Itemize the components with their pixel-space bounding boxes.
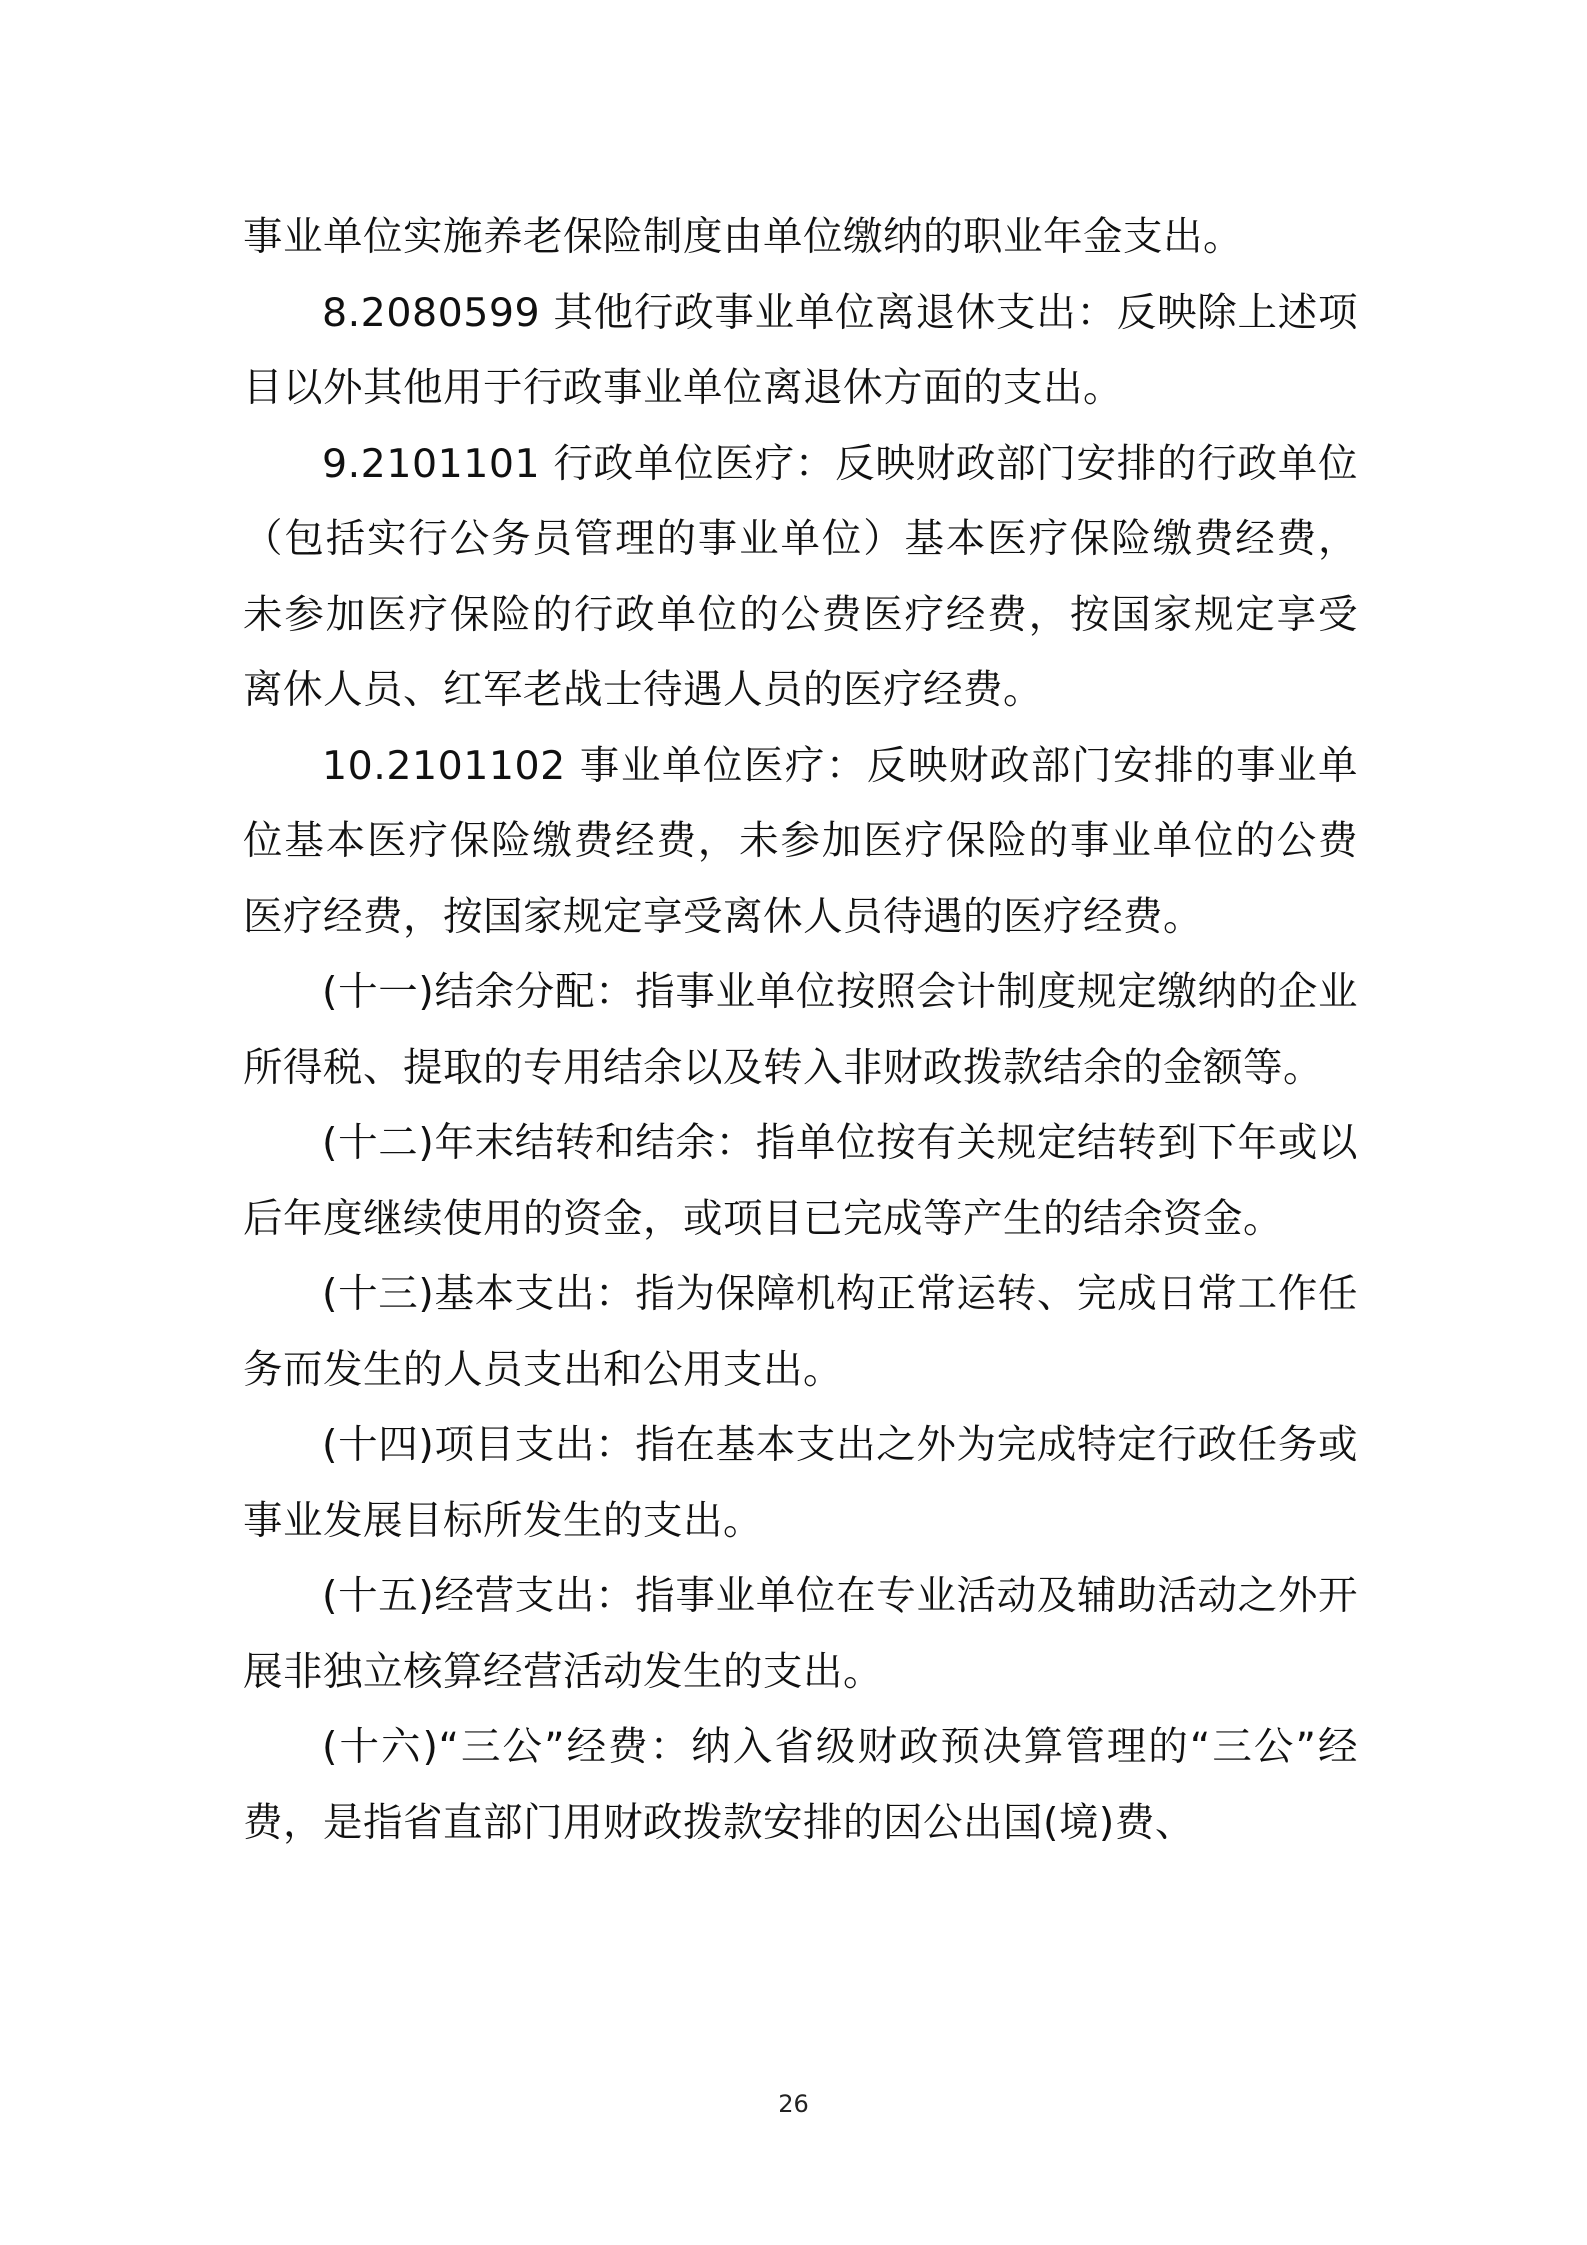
paragraph-section-13: (十三)基本支出：指为保障机构正常运转、完成日常工作任务而发生的人员支出和公用支出。 [243,1271,1358,1393]
paragraph-item-8: 8.2080599 其他行政事业单位离退休支出：反映除上述项目以外其他用于行政事业单位离退休方面的支出。 [243,289,1358,411]
paragraph-section-14: (十四)项目支出：指在基本支出之外为完成特定行政任务或事业发展目标所发生的支出。 [243,1422,1358,1544]
paragraph-section-11: (十一)结余分配：指事业单位按照会计制度规定缴纳的企业所得税、提取的专用结余以及转入非财政拨款结余的金额等。 [243,969,1358,1091]
paragraph-item-10: 10.2101102 事业单位医疗：反映财政部门安排的事业单位基本医疗保险缴费经费，未参加医疗保险的事业单位的公费医疗经费，按国家规定享受离休人员待遇的医疗经费。 [243,742,1358,940]
paragraph-section-16: (十六)“三公”经费：纳入省级财政预决算管理的“三公”经费，是指省直部门用财政拨款安排的因公出国(境)费、 [243,1724,1358,1846]
paragraph-continuation: 事业单位实施养老保险制度由单位缴纳的职业年金支出。 [243,214,1243,260]
page-number: 26 [778,2090,809,2118]
paragraph-section-15: (十五)经营支出：指事业单位在专业活动及辅助活动之外开展非独立核算经营活动发生的支出。 [243,1573,1358,1695]
paragraph-section-12: (十二)年末结转和结余：指单位按有关规定结转到下年或以后年度继续使用的资金，或项目已完成等产生的结余资金。 [243,1120,1358,1242]
paragraph-item-9: 9.2101101 行政单位医疗：反映财政部门安排的行政单位（包括实行公务员管理的事业单位）基本医疗保险缴费经费，未参加医疗保险的行政单位的公费医疗经费，按国家规定享受离休人员、红军老战士待遇人员的医疗经费。 [243,440,1358,713]
document-body [243,200,1358,1861]
